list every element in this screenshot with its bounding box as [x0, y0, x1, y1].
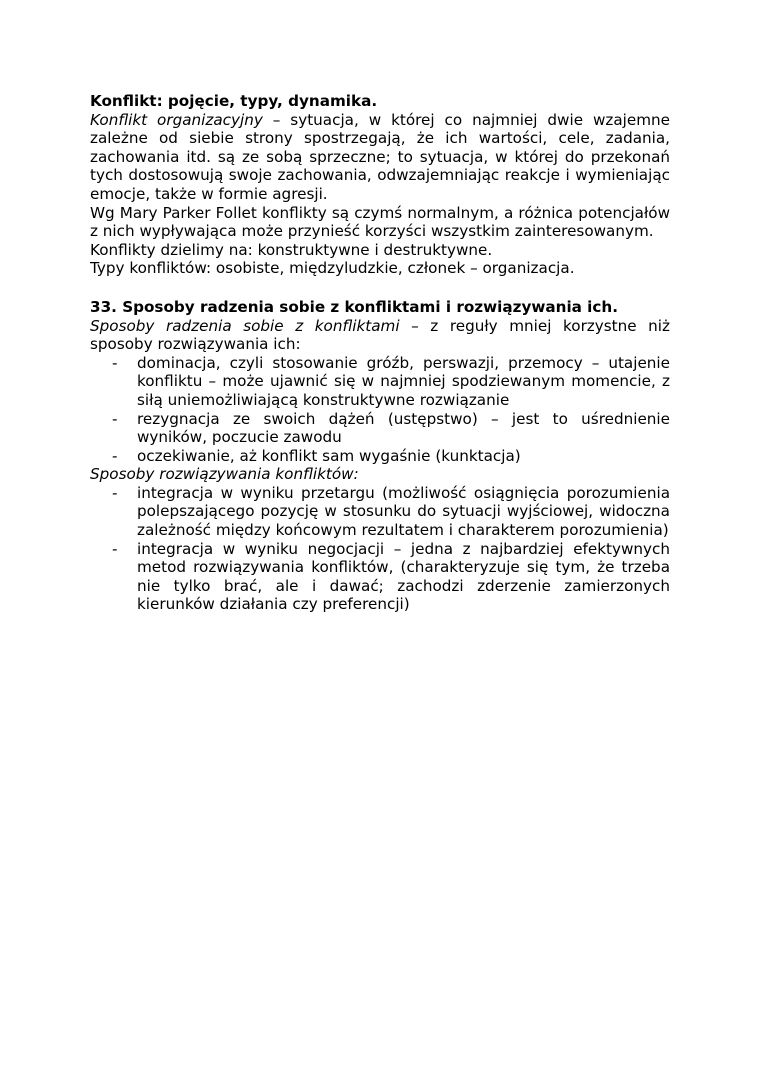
coping-term: Sposoby radzenia sobie z konfliktami: [90, 316, 400, 335]
definition-paragraph: [90, 111, 670, 204]
section-spacer: [90, 278, 670, 298]
section-title-sposoby: 33. Sposoby radzenia sobie z konfliktami i rozwiązywania ich.: [90, 297, 618, 316]
types-paragraph: Typy konfliktów: osobiste, międzyludzkie, członek – organizacja.: [90, 259, 575, 278]
division-paragraph: Konflikty dzielimy na: konstruktywne i destruktywne.: [90, 240, 493, 259]
list-item: - oczekiwanie, aż konflikt sam wygaśnie (kunktacja): [137, 447, 670, 466]
coping-text: – z reguły mniej korzystne niż sposoby rozwiązywania ich:: [90, 316, 670, 354]
document-page: [90, 92, 670, 614]
list-item: - integracja w wyniku przetargu (możliwość osiągnięcia porozumienia polepszającego pozycję w stosunku do sytuacji wyjściowej, widoczna zależność między końcowym rezultatem i charakterem porozumienia): [137, 484, 670, 540]
definition-text: – sytuacja, w której co najmniej dwie wzajemne zależne od siebie strony spostrzegają, że ich wartości, cele, zadania, zachowania itd. są ze sobą sprzeczne; to sytuacja, w której do przekonań tych dostosowują swoje zachowania, odwzajemniając reakcje i wymieniając emocje, także w formie agresji.: [90, 110, 670, 203]
coping-list: [90, 354, 670, 466]
list-item: - integracja w wyniku negocjacji – jedna z najbardziej efektywnych metod rozwiązywania konfliktów, (charakteryzuje się tym, że trzeba nie tylko brać, ale i dawać; zachodzi zderzenie zamierzonych kierunków działania czy preferencji): [137, 540, 670, 614]
resolution-list: [90, 484, 670, 614]
definition-term: Konflikt organizacyjny: [90, 110, 263, 129]
list-item: - rezygnacja ze swoich dążeń (ustępstwo) – jest to uśrednienie wyników, poczucie zawodu: [137, 410, 670, 447]
section-title-konflikt: Konflikt: pojęcie, typy, dynamika.: [90, 92, 378, 110]
follet-paragraph: Wg Mary Parker Follet konflikty są czymś normalnym, a różnica potencjałów z nich wypływająca może przynieść korzyści wszystkim zainteresowanym.: [90, 203, 670, 241]
resolution-title: Sposoby rozwiązywania konfliktów:: [90, 465, 359, 484]
coping-intro: [90, 317, 670, 354]
list-item: - dominacja, czyli stosowanie gróźb, perswazji, przemocy – utajenie konfliktu – może ujawnić się w najmniej spodziewanym momencie, z siłą uniemożliwiającą konstruktywne rozwiązanie: [137, 354, 670, 410]
